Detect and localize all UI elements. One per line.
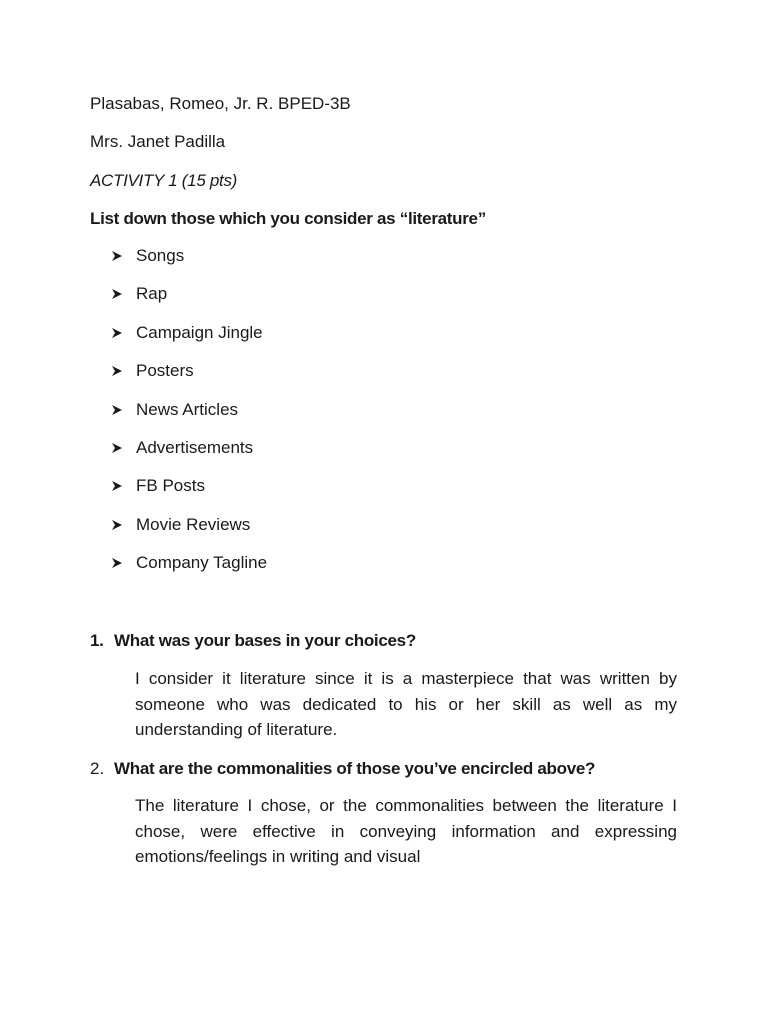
list-item	[111, 513, 267, 551]
list-item	[111, 551, 267, 589]
activity-instruction: List down those which you consider as “literature”	[90, 209, 486, 228]
question-number: 1.	[90, 631, 104, 650]
question-text: What was your bases in your choices?	[114, 631, 416, 650]
arrowhead-bullet-icon	[111, 398, 125, 422]
list-item	[111, 474, 267, 512]
arrowhead-bullet-icon	[111, 359, 125, 383]
answer-1: I consider it literature since it is a masterpiece that was written by someone who was dedicated to his or her skill as well as my understanding of literature.	[135, 669, 677, 739]
question-1	[90, 630, 416, 652]
arrowhead-bullet-icon	[111, 282, 125, 306]
teacher-name-line: Mrs. Janet Padilla	[90, 132, 226, 151]
arrowhead-bullet-icon	[111, 244, 125, 268]
list-item	[111, 436, 267, 474]
activity-title: ACTIVITY 1 (15 pts)	[90, 171, 238, 190]
list-item-label: Campaign Jingle	[136, 322, 263, 342]
list-item-label: Company Tagline	[136, 553, 268, 573]
question-text: What are the commonalities of those you’ve encircled above?	[114, 759, 596, 778]
arrowhead-bullet-icon	[111, 474, 125, 498]
arrowhead-bullet-icon	[111, 551, 125, 575]
list-item-label: Posters	[136, 361, 194, 381]
list-item	[111, 282, 267, 320]
list-item	[111, 244, 267, 282]
answer-2: The literature I chose, or the commonalities between the literature I chose, were effective in conveying information and expressing emotions/feelings in writing and visual	[135, 796, 677, 866]
list-item	[111, 321, 267, 359]
arrowhead-bullet-icon	[111, 436, 125, 460]
list-item-label: Songs	[136, 246, 185, 265]
literature-list	[111, 244, 267, 590]
list-item-label: Advertisements	[136, 437, 254, 457]
list-item-label: Movie Reviews	[136, 514, 251, 534]
list-item	[111, 398, 267, 436]
list-item-label: News Articles	[136, 399, 239, 419]
student-name-line: Plasabas, Romeo, Jr. R. BPED-3B	[90, 94, 351, 113]
list-item-label: FB Posts	[136, 476, 205, 496]
arrowhead-bullet-icon	[111, 321, 125, 345]
list-item-label: Rap	[136, 284, 168, 304]
list-item	[111, 359, 267, 397]
question-2	[90, 758, 595, 780]
question-number: 2.	[90, 759, 105, 778]
arrowhead-bullet-icon	[111, 513, 125, 537]
